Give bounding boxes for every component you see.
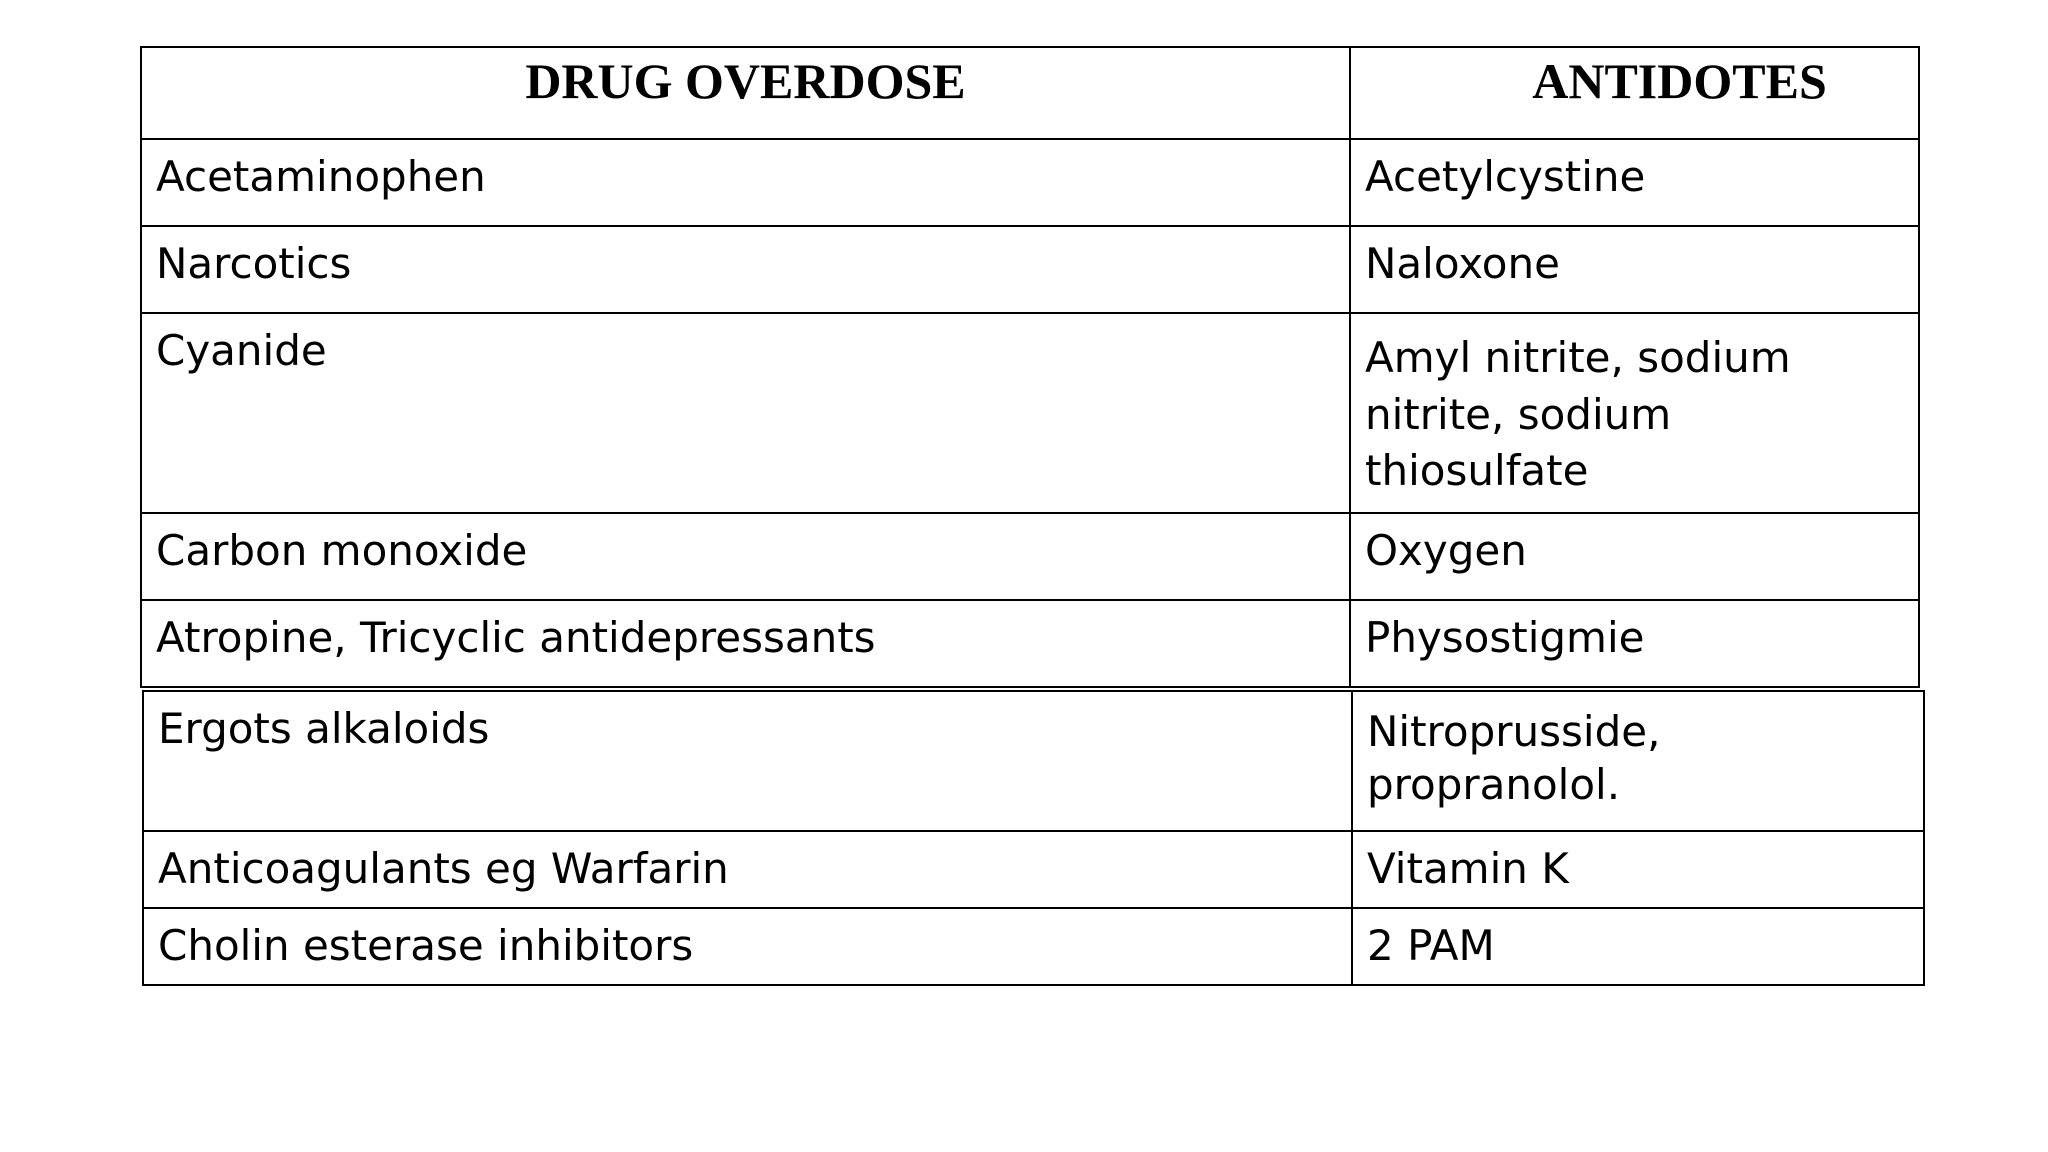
antidote-name: Oxygen	[1365, 526, 1527, 575]
drug-cell	[141, 226, 1350, 313]
drug-cell	[143, 908, 1352, 985]
drug-cell	[141, 139, 1350, 226]
table-row	[143, 691, 1924, 831]
antidote-table-continued	[142, 690, 1925, 986]
antidote-cell	[1350, 139, 1919, 226]
drug-name: Atropine, Tricyclic antidepressants	[156, 613, 876, 662]
table-row	[143, 908, 1924, 985]
antidote-cell	[1352, 831, 1924, 908]
drug-name: Acetaminophen	[156, 152, 486, 201]
antidote-name: Nitroprusside, propranolol.	[1367, 707, 1661, 809]
antidote-name: Physostigmie	[1365, 613, 1645, 662]
antidote-cell	[1352, 908, 1924, 985]
antidote-name: Acetylcystine	[1365, 152, 1646, 201]
drug-cell	[143, 831, 1352, 908]
table-row	[141, 600, 1919, 687]
antidote-cell	[1350, 226, 1919, 313]
drug-name: Cholin esterase inhibitors	[158, 921, 694, 970]
drug-cell	[141, 600, 1350, 687]
antidote-cell	[1350, 313, 1919, 513]
antidote-table	[140, 46, 1920, 688]
antidote-name: Vitamin K	[1367, 844, 1569, 893]
drug-name: Cyanide	[156, 326, 327, 375]
header-antidotes: ANTIDOTES	[1350, 47, 1919, 139]
antidote-name: Naloxone	[1365, 239, 1560, 288]
header-row	[141, 47, 1919, 139]
drug-name: Ergots alkaloids	[158, 704, 490, 753]
antidote-name: Amyl nitrite, sodium nitrite, sodium thiosulfate	[1365, 333, 1791, 496]
antidote-cell	[1352, 691, 1924, 831]
table-row	[141, 226, 1919, 313]
antidote-cell	[1350, 600, 1919, 687]
drug-name: Carbon monoxide	[156, 526, 528, 575]
drug-name: Anticoagulants eg Warfarin	[158, 844, 729, 893]
drug-cell	[141, 513, 1350, 600]
table-row	[141, 139, 1919, 226]
drug-name: Narcotics	[156, 239, 352, 288]
table-row	[143, 831, 1924, 908]
table-row	[141, 513, 1919, 600]
table-row	[141, 313, 1919, 513]
drug-cell	[141, 313, 1350, 513]
header-drug-overdose: DRUG OVERDOSE	[141, 47, 1350, 139]
drug-cell	[143, 691, 1352, 831]
antidote-cell	[1350, 513, 1919, 600]
antidote-name: 2 PAM	[1367, 921, 1495, 970]
